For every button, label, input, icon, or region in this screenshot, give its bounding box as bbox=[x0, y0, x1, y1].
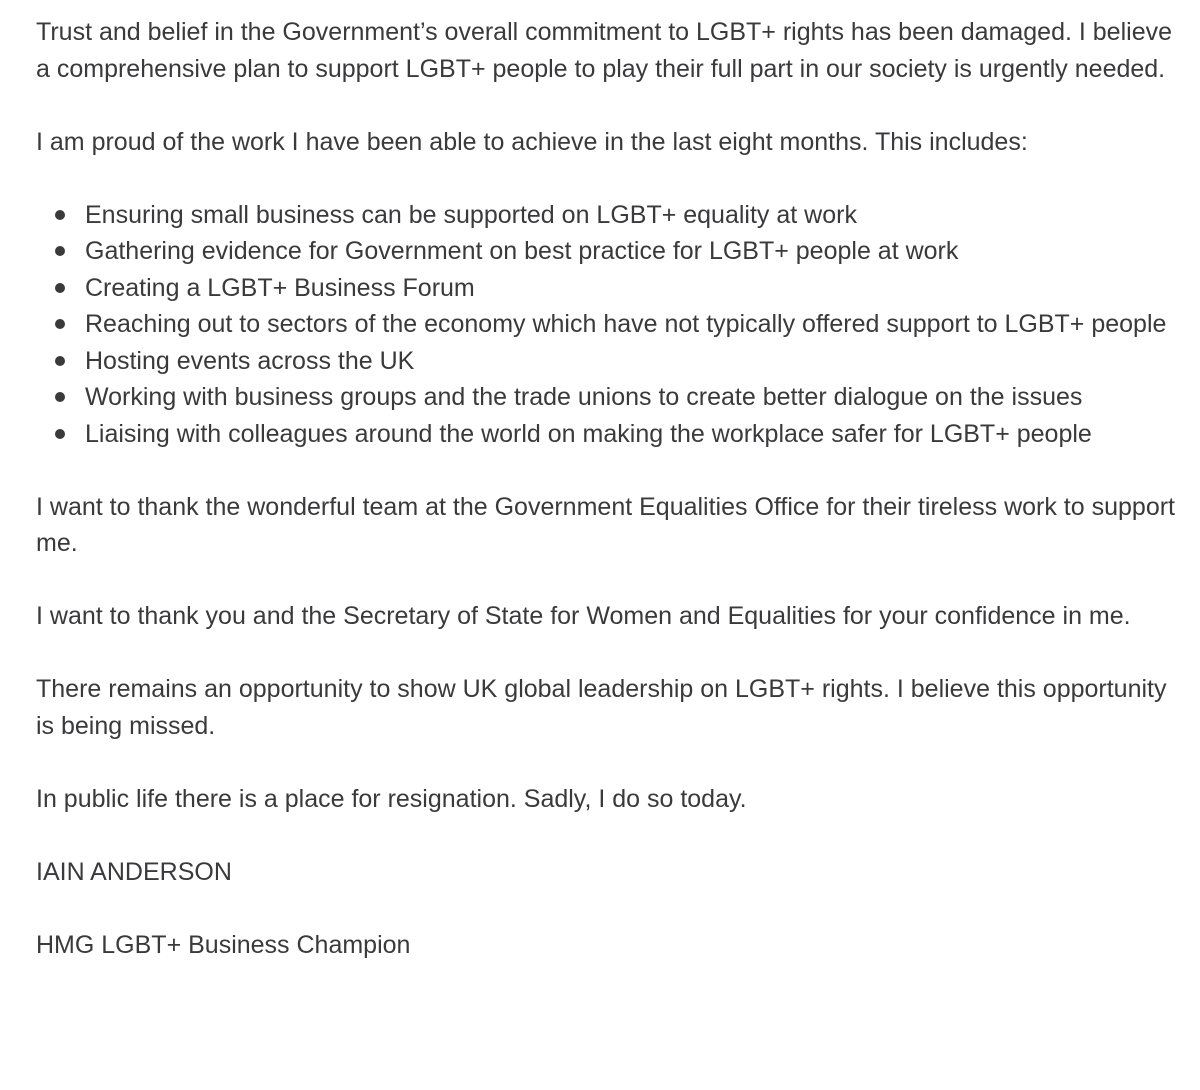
paragraph-achievements-intro: I am proud of the work I have been able to achieve in the last eight months. This includes: bbox=[36, 127, 1028, 156]
list-item-text: Liaising with colleagues around the world on making the workplace safer for LGBT+ people bbox=[85, 419, 1092, 448]
list-item-text: Gathering evidence for Government on best practice for LGBT+ people at work bbox=[85, 237, 959, 265]
list-item bbox=[85, 270, 1186, 307]
signature-title: HMG LGBT+ Business Champion bbox=[36, 930, 411, 959]
list-item-text: Working with business groups and the trade unions to create better dialogue on the issues bbox=[85, 383, 1083, 411]
paragraph-opportunity: There remains an opportunity to show UK global leadership on LGBT+ rights. I believe this opportunity is being missed. bbox=[36, 675, 1167, 740]
paragraph-resignation: In public life there is a place for resignation. Sadly, I do so today. bbox=[36, 784, 747, 813]
list-item bbox=[85, 416, 1186, 453]
bullet-icon bbox=[55, 392, 65, 402]
list-item bbox=[85, 379, 1186, 416]
bullet-icon bbox=[55, 429, 65, 439]
list-item bbox=[85, 197, 1186, 234]
list-item bbox=[85, 233, 1186, 270]
paragraph-thanks-team: I want to thank the wonderful team at the Government Equalities Office for their tireless work to support me. bbox=[36, 492, 1175, 557]
bullet-icon bbox=[55, 283, 65, 293]
paragraph-commitment: Trust and belief in the Government’s overall commitment to LGBT+ rights has been damaged. I believe a comprehensive plan to support LGBT+ people to play their full part in our society is urgently needed. bbox=[36, 18, 1172, 83]
bullet-icon bbox=[55, 246, 65, 256]
list-item bbox=[85, 343, 1186, 380]
list-item-text: Ensuring small business can be supported on LGBT+ equality at work bbox=[85, 200, 857, 229]
bullet-icon bbox=[55, 319, 65, 329]
bullet-icon bbox=[55, 210, 65, 220]
signature-name: IAIN ANDERSON bbox=[36, 857, 232, 886]
list-item-text: Hosting events across the UK bbox=[85, 346, 415, 375]
paragraph-thanks-secretary: I want to thank you and the Secretary of State for Women and Equalities for your confidence in me. bbox=[36, 602, 1131, 630]
bullet-icon bbox=[55, 356, 65, 366]
list-item bbox=[85, 306, 1186, 343]
resignation-letter bbox=[36, 14, 1186, 1000]
achievements-list bbox=[36, 197, 1186, 453]
list-item-text: Creating a LGBT+ Business Forum bbox=[85, 273, 475, 302]
list-item-text: Reaching out to sectors of the economy which have not typically offered support to LGBT+ people bbox=[85, 310, 1167, 338]
